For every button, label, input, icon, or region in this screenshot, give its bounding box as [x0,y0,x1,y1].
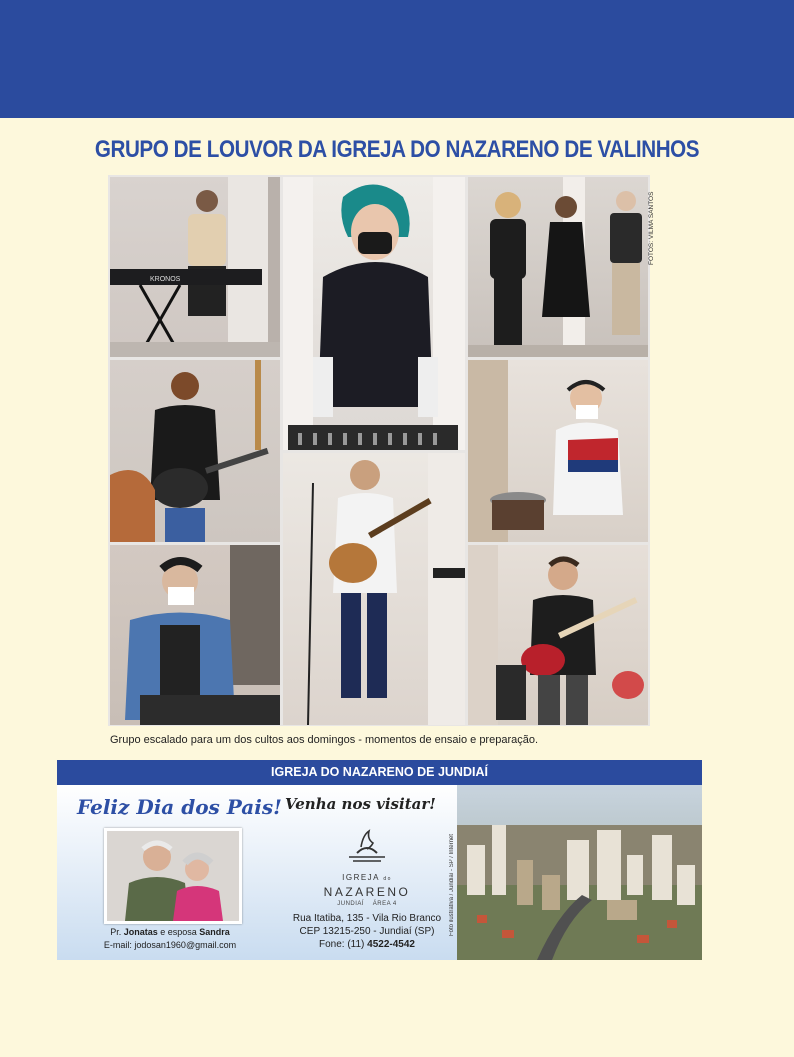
pastor-couple-photo [104,828,242,924]
photo-guitarist-young [110,360,280,542]
logo-city: JUNDIAÍ [337,901,365,907]
phone-number: 4522-4542 [367,939,415,950]
photo-credit: FOTOS: VILMA SANTOS [648,191,655,265]
church-logo-icon [327,825,407,865]
photo-drummer [468,360,648,542]
pastor-prefix: Pr. [110,927,122,937]
drummer-illustration [468,360,648,542]
photo-keyboardist [110,177,280,357]
pastor-email: E-mail: jodosan1960@gmail.com [103,940,237,950]
collage-caption: Grupo escalado para um dos cultos aos domingos - momentos de ensaio e preparação. [110,734,539,746]
keyboard-player-illustration [110,545,280,725]
mixer-illustration [283,177,465,450]
logo-word-nazareno: NAZARENO [323,885,411,899]
photo-singers [468,177,648,357]
city-aerial-photo [457,785,702,960]
ad-body [57,785,457,960]
logo-area: ÁREA 4 [372,901,397,907]
pastor-names [57,927,283,937]
visit-invite: Venha nos visitar! [285,795,436,813]
acoustic-guitarist-illustration [283,453,465,725]
photo-keyboard-player [110,545,280,725]
logo-subtitle [297,901,437,907]
logo-do: do [383,876,392,882]
church-address: Rua Itatiba, 135 - Vila Rio Branco [292,913,442,924]
fathers-day-greeting: Feliz Dia dos Pais! [77,795,282,819]
guitarist-young-illustration [110,360,280,542]
wife-name: Sandra [199,927,230,937]
keyboardist-illustration [110,177,280,357]
city-illustration [457,785,702,960]
phone-label: Fone: (11) [319,939,365,950]
photo-mixer [283,177,465,450]
logo-igreja: IGREJA [342,873,380,882]
bass-guitarist-illustration [468,545,648,725]
page-title: GRUPO DE LOUVOR DA IGREJA DO NAZARENO DE VALINHOS [94,136,700,163]
ad-header: IGREJA DO NAZARENO DE JUNDIAÍ [57,760,702,785]
pastor-name: Jonatas [123,927,158,937]
keyboard-brand: KRONOS [150,276,181,283]
photo-acoustic-guitarist [283,453,465,725]
pastor-couple-illustration [107,831,239,921]
singers-illustration [468,177,648,357]
church-cep: CEP 13215-250 - Jundiaí (SP) [299,926,435,937]
photo-bass-guitarist [468,545,648,725]
top-banner [0,0,794,118]
pastor-mid: e esposa [160,927,197,937]
church-phone [257,939,477,950]
photo-collage [108,175,650,726]
city-photo-credit: Foto ilustrativa / Jundiaí - SP / Internet [449,834,455,936]
church-ad [57,760,702,960]
logo-word-igreja [297,873,437,882]
